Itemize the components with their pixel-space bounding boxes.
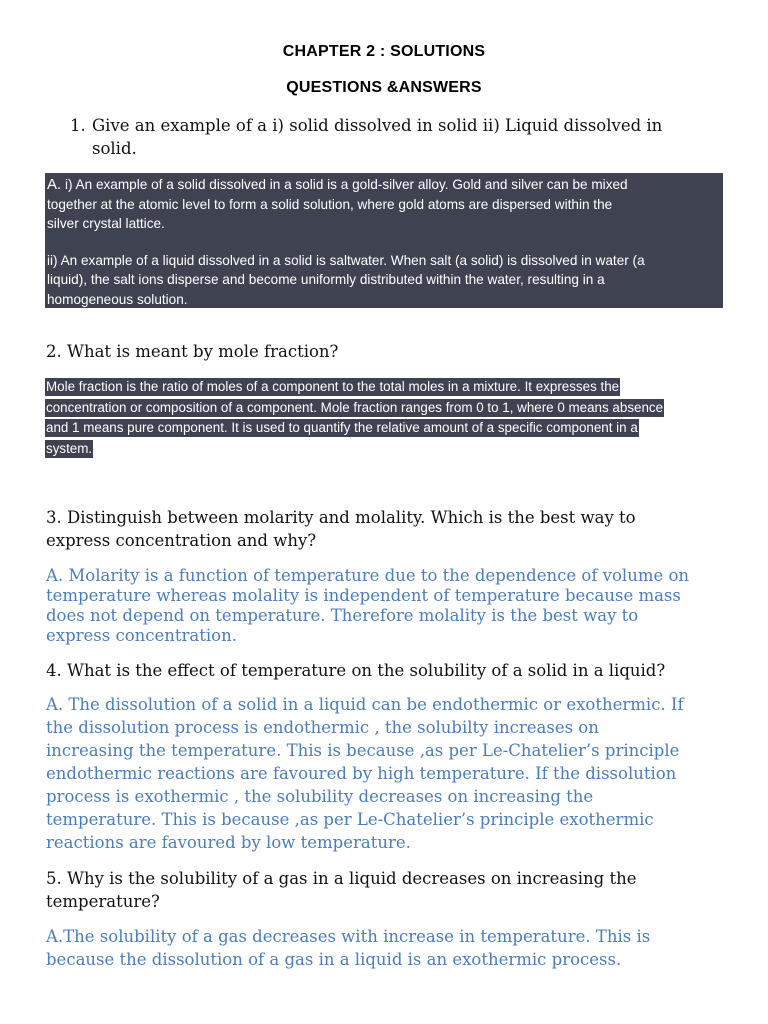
answer-2-highlighted [45,377,735,459]
answer-3-line-3: does not depend on temperature. Therefore molality is the best way to [46,606,639,625]
answer-4-line-2: the dissolution process is endothermic , the solubilty increases on [46,718,599,737]
question-1-number: 1. [70,116,86,135]
answer-3-line-4: express concentration. [46,626,237,645]
answer-3 [46,566,746,646]
answer-2-line-4: system. [46,440,93,456]
question-3-line-2: express concentration and why? [46,531,317,550]
answer-1-para-1-line-2: together at the atomic level to form a solid solution, where gold atoms are dispersed within the [47,196,613,212]
answer-2-line-2: concentration or composition of a component. Mole fraction ranges from 0 to 1, where 0 means absence [46,399,664,415]
question-3 [46,506,736,552]
question-1-line-1: Give an example of a i) solid dissolved in solid ii) Liquid dissolved in [92,116,663,135]
question-4: 4. What is the effect of temperature on the solubility of a solid in a liquid? [46,661,666,680]
answer-4 [46,693,751,854]
answer-1-para-2-line-3: homogeneous solution. [47,291,188,307]
question-1 [70,114,720,160]
answer-4-line-7: reactions are favoured by low temperature. [46,833,411,852]
answer-1-para-2-line-1: ii) An example of a liquid dissolved in a solid is saltwater. When salt (a solid) is dissolved in water (a [47,252,645,268]
answer-4-line-5: process is exothermic , the solubility decreases on increasing the [46,787,594,806]
question-2: 2. What is meant by mole fraction? [46,342,339,361]
answer-5-line-1: A.The solubility of a gas decreases with increase in temperature. This is [46,927,651,946]
chapter-title: CHAPTER 2 : SOLUTIONS [282,43,486,60]
answer-2-line-1: Mole fraction is the ratio of moles of a component to the total moles in a mixture. It expresses the [46,379,620,394]
answer-3-line-2: temperature whereas molality is independent of temperature because mass [46,586,681,605]
question-5-line-2: temperature? [46,892,160,911]
question-3-line-1: 3. Distinguish between molarity and molality. Which is the best way to [46,508,636,527]
answer-4-line-3: increasing the temperature. This is because ,as per Le-Chatelier’s principle [46,741,680,760]
answer-1-box [45,173,723,308]
answer-1-para-2-line-2: liquid), the salt ions disperse and become uniformly distributed within the water, resulting in a [47,272,605,287]
answer-3-line-1: A. Molarity is a function of temperature due to the dependence of volume on [46,566,690,585]
answer-2-line-3: and 1 means pure component. It is used to quantify the relative amount of a specific component in a [46,420,638,436]
answer-5 [46,925,746,971]
answer-5-line-2: because the dissolution of a gas in a liquid is an exothermic process. [46,950,622,969]
answer-1-label: A. [47,176,62,193]
question-1-line-2: solid. [92,139,137,158]
question-5-line-1: 5. Why is the solubility of a gas in a liquid decreases on increasing the [46,869,637,888]
answer-1-para-1-line-3: silver crystal lattice. [47,216,165,231]
answer-4-line-4: endothermic reactions are favoured by high temperature. If the dissolution [46,764,677,783]
question-5 [46,867,746,913]
answer-1-para-1-line-1: i) An example of a solid dissolved in a solid is a gold-silver alloy. Gold and silver can be mixed [61,177,628,192]
answer-4-line-1: A. The dissolution of a solid in a liquid can be endothermic or exothermic. If [46,695,684,714]
answer-4-line-6: temperature. This is because ,as per Le-Chatelier’s principle exothermic [46,810,654,829]
document-subtitle: QUESTIONS &ANSWERS [286,79,482,96]
